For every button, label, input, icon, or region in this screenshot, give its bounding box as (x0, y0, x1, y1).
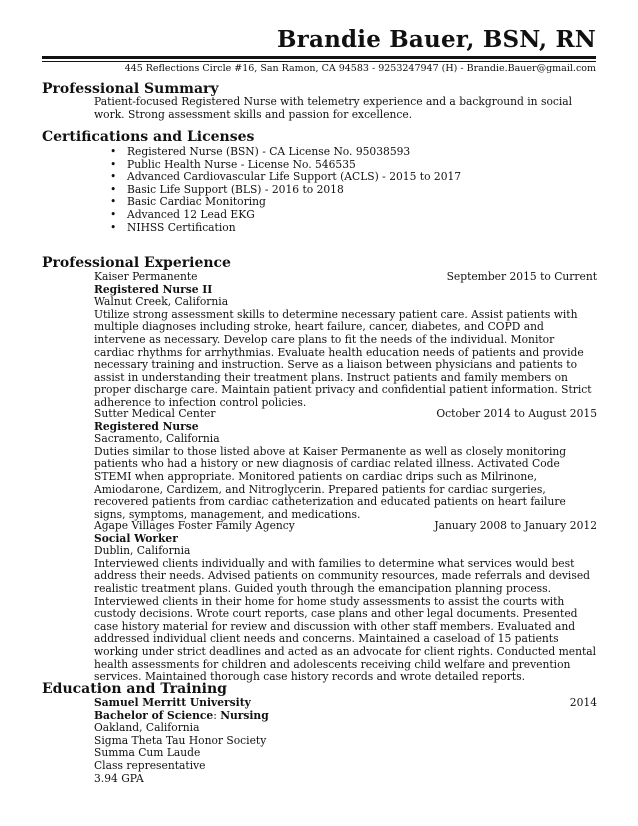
job-location: Sacramento, California (94, 432, 220, 446)
job-description: Duties similar to those listed above at Kaiser Permanente as well as closely monitoring patients who had a history or new diagnosis of cardiac related illness. Activated Code STEMI when appropriate. Monitored patients on cardiac drips such as Milrinone, Amiodarone, Cardizem, and Nitroglycerin. Prepared patients for cardiac surgeries, recovered patients from cardiac catheterization and educated patients on heart failure signs, symptoms, management, and medications. (94, 444, 567, 521)
job-entry-agape (94, 520, 597, 684)
certification-text: Basic Life Support (BLS) - 2016 to 2018 (127, 182, 344, 196)
job-location: Dublin, California (94, 544, 191, 558)
job-title: Social Worker (94, 531, 178, 545)
job-title: Registered Nurse II (94, 282, 213, 296)
bullet-icon: • (110, 157, 117, 171)
bullet-icon: • (110, 145, 117, 158)
header-rule-thick (42, 56, 596, 59)
contact-info: 445 Reflections Circle #16, San Ramon, CA 94583 - 9253247947 (H) - Brandie.Bauer@gmail.com (124, 63, 596, 74)
education-heading: Education and Training (42, 681, 227, 697)
certification-text: Advanced Cardiovascular Life Support (ACLS) - 2015 to 2017 (127, 170, 462, 184)
job-title: Registered Nurse (94, 419, 199, 433)
job-employer: Kaiser Permanente (94, 270, 198, 283)
job-description: Interviewed clients individually and with families to determine what services would best address their needs. Advised patients on community resources, made referrals and devised realistic treatment plans. Guided youth through the emancipation planning process. Interviewed clients in their home for home study assessments to assist the courts with custody decisions. Wrote court reports, case plans and other legal documents. Presented case history material for review and discussion with other staff members. Evaluated and addressed individual client needs and concerns. Maintained a caseload of 15 patients working under strict deadlines and acted as an advocate for client rights. Conducted mental health assessments for children and adolescents receiving child welfare and prevention services. Maintained thorough case history records and wrote detailed reports. (94, 556, 597, 684)
honor-item: 3.94 GPA (94, 771, 144, 785)
job-employer: Sutter Medical Center (94, 407, 216, 420)
bullet-icon: • (110, 207, 117, 221)
degree-major: Nursing (220, 708, 269, 722)
certification-text: Registered Nurse (BSN) - CA License No. 95038593 (127, 145, 411, 158)
honor-item: Summa Cum Laude (94, 746, 201, 760)
job-dates: January 2008 to January 2012 (434, 519, 597, 532)
bullet-icon: • (110, 195, 117, 209)
summary-heading: Professional Summary (42, 81, 219, 97)
bullet-icon: • (110, 170, 117, 184)
honor-item: Sigma Theta Tau Honor Society (94, 733, 267, 747)
graduation-year: 2014 (569, 696, 597, 709)
honor-item: Class representative (94, 758, 206, 772)
job-dates: October 2014 to August 2015 (436, 407, 597, 420)
summary-text: Patient-focused Registered Nurse with telemetry experience and a background in social work. Strong assessment skills and passion for excellence. (94, 95, 573, 121)
bullet-icon: • (110, 220, 117, 234)
degree-separator: : (213, 708, 221, 722)
job-entry-sutter (94, 408, 597, 521)
job-dates: September 2015 to Current (446, 270, 597, 283)
header-rule-thin (42, 61, 596, 62)
certifications-heading: Certifications and Licenses (42, 129, 255, 145)
education-entry (94, 697, 597, 785)
certification-text: NIHSS Certification (127, 220, 236, 234)
experience-heading: Professional Experience (42, 255, 231, 271)
candidate-name: Brandie Bauer, BSN, RN (277, 26, 596, 53)
certification-text: Advanced 12 Lead EKG (127, 207, 255, 221)
certification-text: Basic Cardiac Monitoring (127, 195, 266, 209)
bullet-icon: • (110, 182, 117, 196)
school-name: Samuel Merritt University (94, 696, 251, 709)
job-employer: Agape Villages Foster Family Agency (94, 519, 295, 532)
job-entry-kaiser (94, 271, 597, 410)
school-location: Oakland, California (94, 721, 200, 735)
degree-name: Bachelor of Science (94, 708, 214, 722)
job-description: Utilize strong assessment skills to determine necessary patient care. Assist patients with multiple diagnoses including stroke, heart failure, cancer, diabetes, and COPD and intervene as necessary. Develop care plans to fit the needs of the individual. Monitor cardiac rhythms for arrhythmias. Evaluate health education needs of patients and provide necessary training and instruction. Serve as a liaison between physicians and patients to assist in understanding their treatment plans. Instruct patients and family members on proper discharge care. Maintain patient privacy and confidential patient information. Strict adherence to infection control policies. (94, 307, 592, 409)
list-item (110, 222, 461, 235)
certification-text: Public Health Nurse - License No. 546535 (127, 157, 356, 171)
job-location: Walnut Creek, California (94, 295, 229, 309)
certifications-list (110, 146, 461, 234)
